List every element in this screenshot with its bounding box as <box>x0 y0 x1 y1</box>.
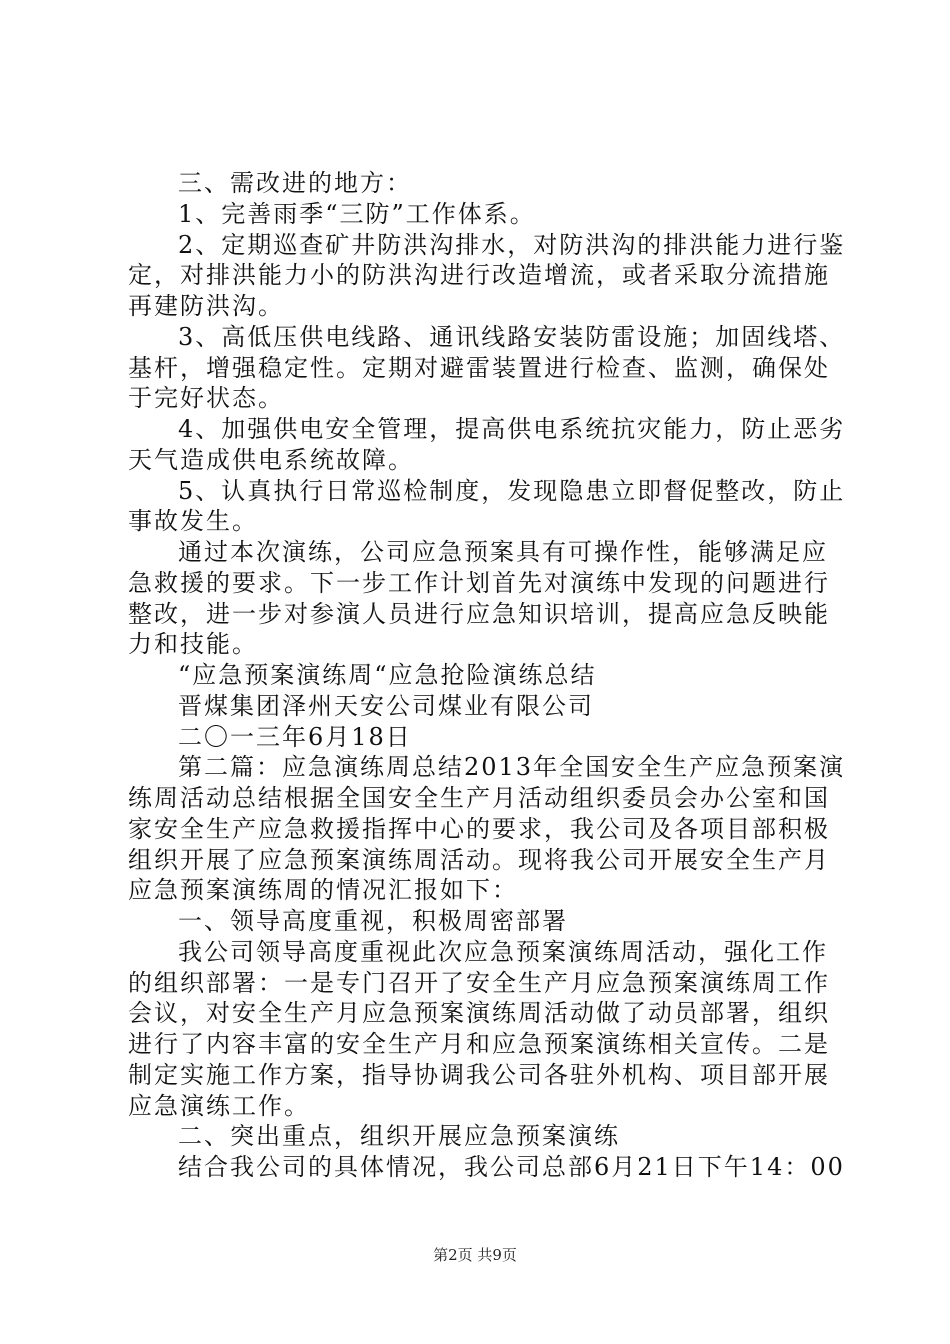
text-line: 第二篇：应急演练周总结2013年全国安全生产应急预案演 <box>178 753 846 781</box>
text-line: 应急演练工作。 <box>128 1092 310 1120</box>
text-line: 结合我公司的具体情况，我公司总部6月21日下午14：00 <box>178 1153 845 1181</box>
text-line: 进行了内容丰富的安全生产月和应急预案演练相关宣传。二是 <box>128 1030 830 1058</box>
text-line: 基杆，增强稳定性。定期对避雷装置进行检查、监测，确保处 <box>128 354 830 382</box>
text-line: 会议，对安全生产月应急预案演练周活动做了动员部署，组织 <box>128 999 830 1027</box>
text-line: 2、定期巡查矿井防洪沟排水，对防洪沟的排洪能力进行鉴 <box>178 231 846 259</box>
page-number-footer: 第2页 共9页 <box>433 1246 517 1264</box>
text-line: 5、认真执行日常巡检制度，发现隐患立即督促整改，防止 <box>178 477 846 505</box>
text-line: 一、领导高度重视，积极周密部署 <box>178 907 568 935</box>
text-line: 应急预案演练周的情况汇报如下： <box>128 876 518 904</box>
text-line: 急救援的要求。下一步工作计划首先对演练中发现的问题进行 <box>128 569 830 597</box>
text-line: 二、突出重点，组织开展应急预案演练 <box>178 1122 620 1150</box>
text-line: 二〇一三年6月18日 <box>178 723 412 751</box>
text-line: 定，对排洪能力小的防洪沟进行改造增流，或者采取分流措施 <box>128 261 830 289</box>
text-line: 通过本次演练，公司应急预案具有可操作性，能够满足应 <box>178 538 828 566</box>
text-line: 4、加强供电安全管理，提高供电系统抗灾能力，防止恶劣 <box>178 415 846 443</box>
text-line: 整改，进一步对参演人员进行应急知识培训，提高应急反映能 <box>128 600 830 628</box>
text-line: 我公司领导高度重视此次应急预案演练周活动，强化工作 <box>178 938 828 966</box>
text-line: 练周活动总结根据全国安全生产月活动组织委员会办公室和国 <box>128 784 830 812</box>
text-line: 于完好状态。 <box>128 384 284 412</box>
text-line: 组织开展了应急预案演练周活动。现将我公司开展安全生产月 <box>128 846 830 874</box>
text-line: 家安全生产应急救援指挥中心的要求，我公司及各项目部积极 <box>128 815 830 843</box>
text-line: 的组织部署：一是专门召开了安全生产月应急预案演练周工作 <box>128 969 830 997</box>
text-line: 天气造成供电系统故障。 <box>128 446 414 474</box>
text-line: 制定实施工作方案，指导协调我公司各驻外机构、项目部开展 <box>128 1061 830 1089</box>
text-line: “应急预案演练周“应急抢险演练总结 <box>178 661 597 689</box>
text-line: 1、完善雨季“三防”工作体系。 <box>178 200 536 228</box>
text-line: 事故发生。 <box>128 507 258 535</box>
text-line: 再建防洪沟。 <box>128 292 284 320</box>
text-line: 晋煤集团泽州天安公司煤业有限公司 <box>178 692 594 720</box>
text-line: 3、高低压供电线路、通讯线路安装防雷设施；加固线塔、 <box>178 323 846 351</box>
text-line: 三、需改进的地方： <box>178 169 412 197</box>
text-line: 力和技能。 <box>128 630 258 658</box>
